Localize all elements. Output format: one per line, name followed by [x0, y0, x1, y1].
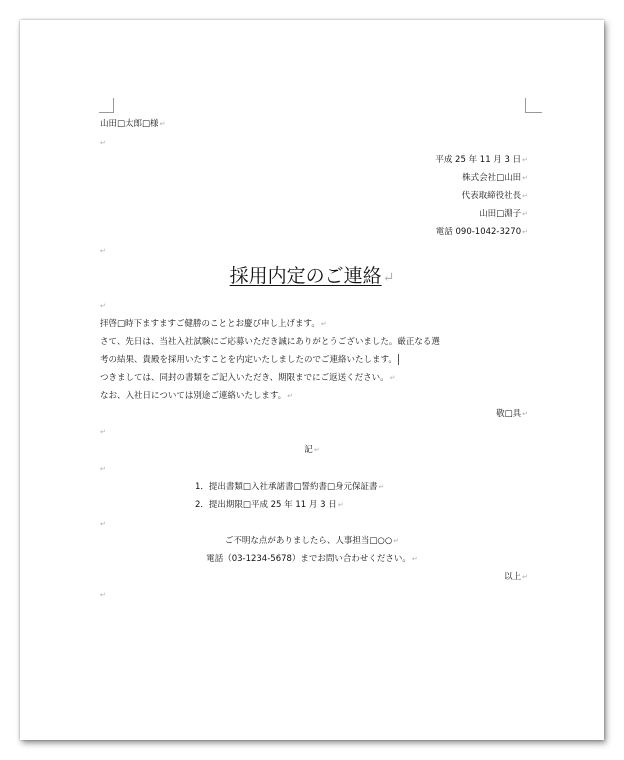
date-line[interactable]	[435, 154, 528, 166]
body-line[interactable]	[100, 354, 399, 366]
paragraph-mark: ↵	[411, 555, 418, 563]
president-name-text: 山田□淵子	[479, 209, 522, 219]
paragraph-mark: ↵	[100, 465, 106, 473]
paragraph-mark: ↵	[393, 537, 400, 545]
paragraph-mark: ↵	[382, 270, 395, 286]
paragraph-mark: ↵	[100, 302, 106, 310]
body-text: さて、先日は、当社入社試験にご応募いただき誠にありがとうございました。厳正なる選	[100, 337, 440, 347]
paragraph-mark: ↵	[320, 320, 327, 328]
margin-corner-top-right	[525, 98, 542, 113]
closing-line[interactable]	[496, 408, 528, 420]
body-text: つきましては、同封の書類をご記入いただき、期限までにご返送ください。	[100, 373, 389, 383]
empty-paragraph[interactable]	[100, 137, 106, 149]
paragraph-mark: ↵	[522, 174, 528, 182]
paragraph-mark: ↵	[100, 520, 106, 528]
list-item[interactable]	[195, 499, 344, 511]
contact-phone-line[interactable]	[20, 553, 604, 565]
margin-corner-top-left	[99, 98, 114, 113]
body-text: なお、入社日については別途ご連絡いたします。	[100, 391, 287, 401]
recipient-line[interactable]	[100, 118, 165, 130]
date-text: 平成 25 年 11 月 3 日	[435, 155, 522, 165]
empty-paragraph[interactable]	[100, 426, 106, 438]
paragraph-mark: ↵	[522, 573, 528, 581]
body-line[interactable]	[100, 318, 327, 330]
company-line[interactable]	[462, 172, 528, 184]
paragraph-mark: ↵	[522, 156, 528, 164]
contact-text: ご不明な点がありましたら、人事担当□○○	[224, 536, 393, 546]
paragraph-mark: ↵	[522, 210, 528, 218]
body-text: 拝啓□時下ますますご健勝のこととお慶び申し上げます。	[100, 319, 320, 329]
recipient-text: 山田□太郎□様	[100, 119, 159, 129]
paragraph-mark: ↵	[100, 247, 106, 255]
paragraph-mark: ↵	[313, 446, 320, 454]
closing-text: 敬□具	[496, 409, 522, 419]
list-item-text: 2．提出期限□平成 25 年 11 月 3 日	[195, 500, 337, 510]
paragraph-mark: ↵	[378, 483, 385, 491]
paragraph-mark: ↵	[100, 139, 106, 147]
paragraph-mark: ↵	[337, 501, 344, 509]
paragraph-mark: ↵	[522, 228, 528, 236]
list-item-text: 1．提出書類□入社承諾書□誓約書□身元保証書	[195, 482, 378, 492]
body-line[interactable]	[100, 390, 293, 402]
empty-paragraph[interactable]	[100, 245, 106, 257]
paragraph-mark: ↵	[100, 591, 106, 599]
text-cursor	[398, 354, 399, 365]
president-title-line[interactable]	[462, 190, 528, 202]
ki-line[interactable]	[20, 444, 604, 456]
ki-text: 記	[304, 445, 313, 455]
contact-phone-text: 電話（03-1234-5678）までお問い合わせください。	[206, 554, 411, 564]
contact-line[interactable]	[20, 535, 604, 547]
paragraph-mark: ↵	[522, 410, 528, 418]
body-line[interactable]	[100, 336, 440, 348]
empty-paragraph[interactable]	[100, 518, 106, 530]
president-title-text: 代表取締役社長	[461, 191, 522, 201]
company-text: 株式会社□山田	[462, 173, 522, 183]
list-item[interactable]	[195, 481, 384, 493]
ijou-line[interactable]	[504, 571, 528, 583]
empty-paragraph[interactable]	[100, 300, 106, 312]
body-line[interactable]	[100, 372, 396, 384]
president-name-line[interactable]	[479, 208, 528, 220]
phone-line[interactable]	[436, 226, 528, 238]
paragraph-mark: ↵	[159, 120, 166, 128]
title-text: 採用内定のご連絡	[229, 265, 382, 287]
paragraph-mark: ↵	[389, 374, 396, 382]
empty-paragraph[interactable]	[100, 463, 106, 475]
paragraph-mark: ↵	[287, 392, 294, 400]
empty-paragraph[interactable]	[100, 589, 106, 601]
phone-text: 電話 090-1042-3270	[435, 227, 522, 237]
document-title[interactable]	[20, 264, 604, 290]
document-page	[20, 20, 604, 740]
body-text: 考の結果、貴殿を採用いたすことを内定いたしましたのでご連絡いたします。	[100, 355, 397, 365]
ijou-text: 以上	[504, 572, 522, 582]
paragraph-mark: ↵	[100, 428, 106, 436]
paragraph-mark: ↵	[522, 192, 528, 200]
